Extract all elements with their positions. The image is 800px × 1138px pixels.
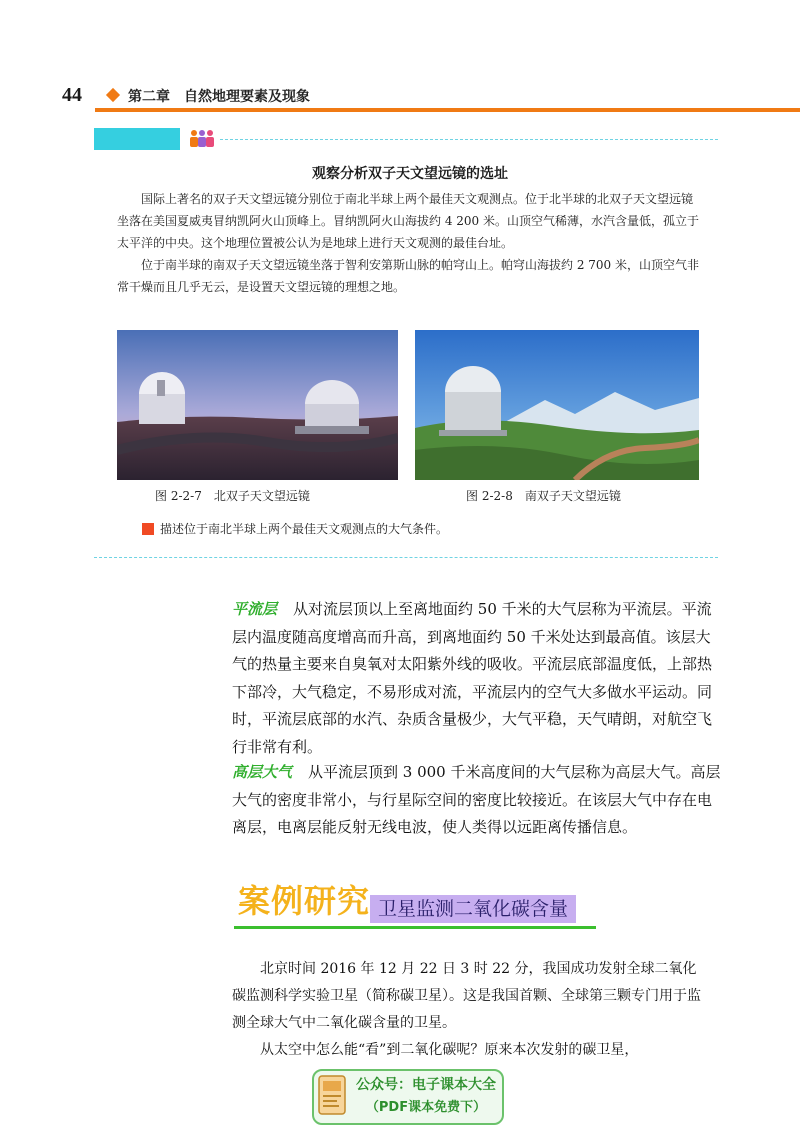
activity-bottom-border — [94, 557, 718, 558]
people-icon — [188, 128, 216, 148]
chapter-title: 自然地理要素及现象 — [184, 89, 310, 105]
header-rule — [95, 108, 800, 112]
diamond-icon — [106, 88, 120, 102]
watermark-line-1: 公众号：电子课本大全 — [356, 1077, 496, 1093]
watermark-line-2: （PDF课本免费下） — [365, 1100, 487, 1115]
activity-title: 观察分析双子天文望远镜的选址 — [312, 166, 508, 182]
activity-paragraph: 国际上著名的双子天文望远镜分别位于南北半球上两个最佳天文观测点。位于北半球的北双子天文望远镜坐落在美国夏威夷冒纳凯阿火山顶峰上。冒纳凯阿火山海拔约 4 200 米。山顶空气稀薄，水汽含量低，孤立于太平洋的中央。这个地理位置被公认为是地球上进行天文观测的最佳台址。 — [117, 192, 699, 250]
task-bullet-icon — [142, 523, 154, 535]
north-telescope-photo — [117, 330, 398, 480]
upper-atmosphere-paragraph — [232, 759, 722, 842]
figure-caption-south: 图 2-2-8 南双子天文望远镜 — [466, 489, 621, 503]
activity-top-border — [220, 139, 718, 140]
activity-body — [117, 188, 700, 298]
stratosphere-paragraph — [232, 596, 722, 761]
chapter-label: 第二章 — [128, 89, 170, 105]
activity-tab — [94, 128, 180, 150]
activity-paragraph: 位于南半球的南双子天文望远镜坐落于智利安第斯山脉的帕穹山上。帕穹山海拔约 2 700 米，山顶空气非常干燥而且几乎无云，是设置天文望远镜的理想之地。 — [117, 258, 699, 294]
figure-caption-north: 图 2-2-7 北双子天文望远镜 — [155, 489, 310, 503]
case-paragraph: 从太空中怎么能“看”到二氧化碳呢？原来本次发射的碳卫星， — [260, 1042, 639, 1058]
upper-atmosphere-text: 从平流层顶到 3 000 千米高度间的大气层称为高层大气。高层大气的密度非常小，与行星际空间的密度比较接近。在该层大气中存在电离层，电离层能反射无线电波，使人类得以远距离传播信息。 — [232, 763, 721, 836]
case-study-underline — [234, 926, 596, 929]
page-number: 44 — [62, 84, 82, 106]
case-paragraph: 北京时间 2016 年 12 月 22 日 3 时 22 分，我国成功发射全球二氧化碳监测科学实验卫星（简称碳卫星）。这是我国首颗、全球第三颗专门用于监测全球大气中二氧化碳含量的卫星。 — [232, 961, 701, 1031]
activity-task: 描述位于南北半球上两个最佳天文观测点的大气条件。 — [160, 522, 449, 536]
term-stratosphere: 平流层 — [232, 600, 278, 618]
case-study-heading: 案例研究 — [238, 882, 371, 920]
term-upper-atmosphere: 高层大气 — [232, 763, 293, 781]
south-telescope-photo — [415, 330, 699, 480]
case-study-subtitle: 卫星监测二氧化碳含量 — [370, 895, 576, 923]
book-icon — [318, 1075, 346, 1115]
stratosphere-text: 从对流层顶以上至离地面约 50 千米的大气层称为平流层。平流层内温度随高度增高而升高，到离地面约 50 千米处达到最高值。该层大气的热量主要来自臭氧对太阳紫外线的吸收。平流层底部温度低，上部热下部冷，大气稳定，不易形成对流，平流层内的空气大多做水平运动。同时，平流层底部的水汽、杂质含量极少，大气平稳，天气晴朗，对航空飞行非常有利。 — [232, 600, 713, 756]
case-study-body — [232, 956, 704, 1064]
